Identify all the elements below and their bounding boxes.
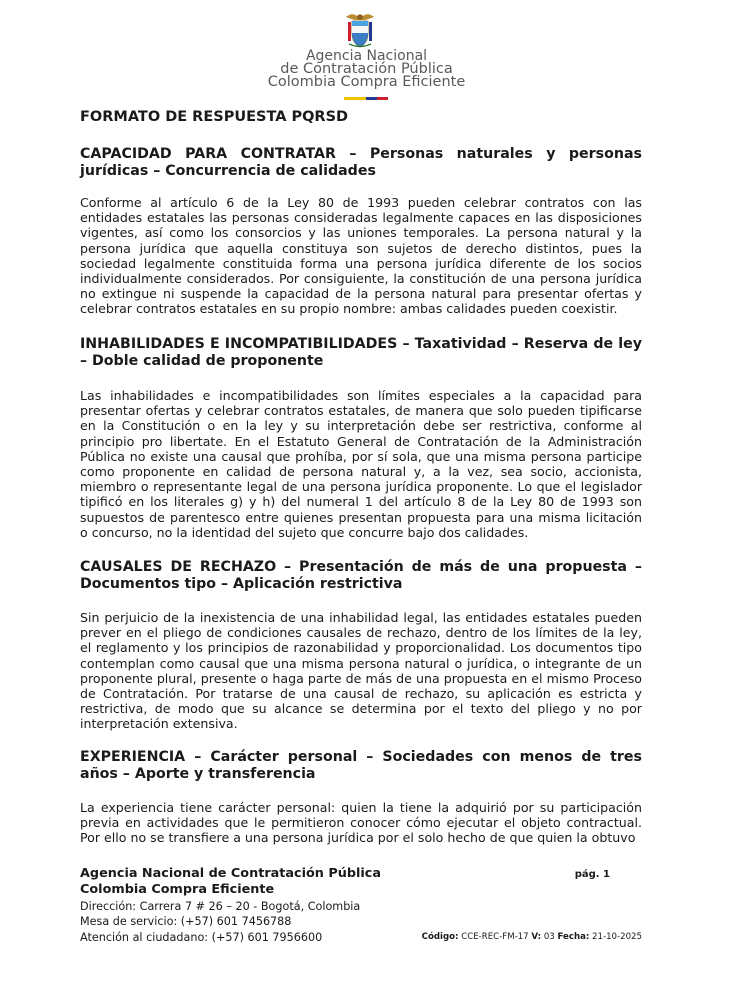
flag-stripe: [344, 97, 388, 100]
section-heading: CAPACIDAD PARA CONTRATAR – Personas naturales y personas jurídicas – Concurrencia de calidades: [80, 146, 642, 179]
section-paragraph: Sin perjuicio de la inexistencia de una inhabilidad legal, las entidades estatales pueden prever en el pliego de condiciones causales de rechazo, dentro de los límites de la ley, el reglamento y los principios de razonabilidad y proporcionalidad. Los documentos tipo contemplan como causal que una misma persona natural o jurídica, o integrante de un proponente plural, presente o haga parte de más de una propuesta en el mismo Proceso de Contratación. Por tratarse de una causal de rechazo, su aplicación es estricta y restrictiva, de modo que su alcance se determina por el texto del pliego y no por interpretación extensiva.: [80, 610, 642, 732]
section-capacidad: [80, 146, 642, 180]
section-heading: EXPERIENCIA – Carácter personal – Sociedades con menos de tres años – Aporte y transferencia: [80, 749, 642, 782]
section-inhabilidades-body: [80, 388, 642, 540]
section-paragraph: Conforme al artículo 6 de la Ley 80 de 1993 pueden celebrar contratos con las entidades estatales las personas consideradas legalmente capaces en las disposiciones vigentes, así como los consorcios y las uniones temporales. La persona natural y la persona jurídica que aquella constituya son sujetos de derecho distintos, pues la sociedad legalmente constituida forma una persona jurídica diferente de los socios individualmente considerados. Por consiguiente, la constitución de una persona jurídica no extingue ni suspende la capacidad de la persona natural para presentar ofertas y celebrar contratos estatales en su propio nombre: ambas calidades pueden coexistir.: [80, 195, 642, 317]
section-causales: [80, 559, 642, 593]
footer-agency-name: Agencia Nacional de Contratación Pública: [80, 866, 381, 881]
page-footer: [80, 866, 642, 946]
section-heading: INHABILIDADES E INCOMPATIBILIDADES – Taxatividad – Reserva de ley – Doble calidad de proponente: [80, 336, 642, 369]
agency-header-line-1: Agencia Nacional: [305, 48, 428, 64]
version-value: 03: [543, 932, 555, 942]
section-paragraph: La experiencia tiene carácter personal: quien la tiene la adquirió por su participación previa en actividades que le permitieron conocer cómo ejecutar el objeto contractual. Por ello no se transfiere a una persona jurídica por el solo hecho de que quien la obtuvo: [80, 800, 642, 846]
agency-header-line-2: de Contratación Pública: [280, 61, 453, 77]
page-number: pág. 1: [574, 869, 610, 880]
flag-yellow: [344, 97, 366, 100]
section-experiencia: [80, 749, 642, 783]
document-code: [422, 932, 642, 942]
code-value: CCE-REC-FM-17: [461, 932, 529, 942]
section-inhabilidades: [80, 336, 642, 370]
flag-red: [377, 97, 388, 100]
date-label: Fecha:: [557, 932, 590, 942]
section-heading: CAUSALES DE RECHAZO – Presentación de más de una propuesta – Documentos tipo – Aplicación restrictiva: [80, 559, 642, 592]
agency-header: [0, 50, 733, 89]
section-paragraph: Las inhabilidades e incompatibilidades son límites especiales a la capacidad para presentar ofertas y celebrar contratos estatales, de manera que solo pueden tipificarse en la Constitución o en la ley y su interpretación debe ser restrictiva, conforme al principio pro libertate. En el Estatuto General de Contratación de la Administración Pública no existe una causal que prohíba, por sí sola, que una misma persona participe como proponente en calidad de persona natural y, a la vez, sea socio, accionista, miembro o representante legal de una persona jurídica proponente. Lo que el legislador tipificó en los literales g) y h) del numeral 1 del artículo 8 de la Ley 80 de 1993 son supuestos de parentesco entre quienes presentan propuesta para una misma licitación o concurso, no la identidad del sujeto que concurre bajo dos calidades.: [80, 388, 642, 540]
flag-blue: [366, 97, 377, 100]
footer-address: Dirección: Carrera 7 # 26 – 20 - Bogotá, Colombia: [80, 900, 361, 913]
coat-of-arms-icon: [343, 11, 377, 49]
footer-service-desk: Mesa de servicio: (+57) 601 7456788: [80, 915, 292, 928]
section-experiencia-body: [80, 800, 642, 846]
document-title: FORMATO DE RESPUESTA PQRSD: [80, 109, 349, 125]
code-label: Código:: [421, 932, 459, 942]
date-value: 21-10-2025: [592, 932, 642, 942]
section-causales-body: [80, 610, 642, 732]
agency-header-line-3: Colombia Compra Eficiente: [267, 74, 466, 90]
version-label: V:: [531, 932, 542, 942]
section-capacidad-body: [80, 195, 642, 317]
footer-citizen-service: Atención al ciudadano: (+57) 601 7956600: [80, 931, 323, 944]
footer-brand: Colombia Compra Eficiente: [80, 882, 275, 897]
